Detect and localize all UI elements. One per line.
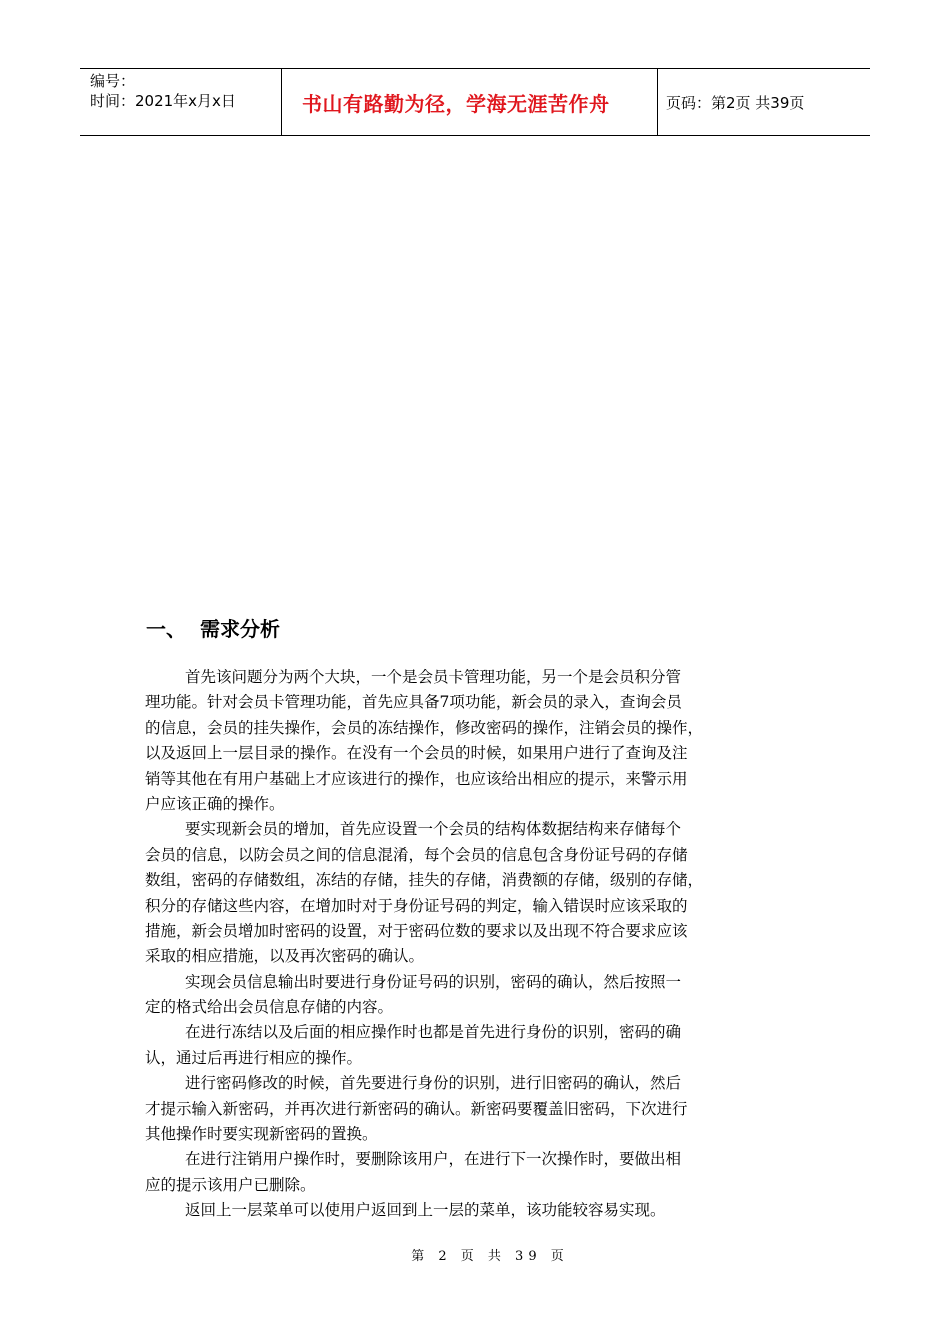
section-title: 需求分析 [200, 617, 280, 641]
text-line: 的信息，会员的挂失操作，会员的冻结操作，修改密码的操作，注销会员的操作， [145, 718, 704, 737]
text-line: 定的格式给出会员信息存储的内容。 [145, 998, 394, 1017]
body-paragraphs [145, 665, 745, 1224]
header-meta-cell [80, 69, 282, 135]
text-line: 在进行冻结以及后面的相应操作时也都是首先进行身份的识别，密码的确 [185, 1023, 682, 1042]
page-info: 页码：第2页 共39页 [666, 93, 805, 112]
text-line: 要实现新会员的增加，首先应设置一个会员的结构体数据结构来存储每个 [185, 820, 682, 839]
text-line: 户应该正确的操作。 [145, 794, 285, 813]
header-motto-cell [282, 69, 658, 135]
text-line: 以及返回上一层目录的操作。在没有一个会员的时候，如果用户进行了查询及注 [145, 744, 688, 763]
text-line: 才提示输入新密码，并再次进行新密码的确认。新密码要覆盖旧密码，下次进行 [145, 1099, 688, 1118]
text-line: 在进行注销用户操作时，要删除该用户，在进行下一次操作时，要做出相 [185, 1150, 682, 1169]
text-line: 积分的存储这些内容，在增加时对于身份证号码的判定，输入错误时应该采取的 [145, 896, 688, 915]
page-footer: 第 2 页 共 39 页 [411, 1249, 569, 1264]
text-line: 措施，新会员增加时密码的设置，对于密码位数的要求以及出现不符合要求应该 [145, 921, 688, 940]
text-line: 首先该问题分为两个大块，一个是会员卡管理功能，另一个是会员积分管 [185, 668, 682, 686]
section-heading [146, 614, 280, 644]
text-line: 其他操作时要实现新密码的置换。 [145, 1125, 378, 1144]
text-line: 理功能。针对会员卡管理功能，首先应具备7项功能，新会员的录入，查询会员 [145, 693, 682, 712]
text-line: 会员的信息，以防会员之间的信息混淆，每个会员的信息包含身份证号码的存储 [145, 845, 688, 864]
text-line: 认，通过后再进行相应的操作。 [145, 1048, 363, 1067]
text-line: 进行密码修改的时候，首先要进行身份的识别，进行旧密码的确认，然后 [185, 1074, 682, 1093]
number-label: 编号： [90, 72, 136, 90]
motto-text: 书山有路勤为径，学海无涯苦作舟 [302, 91, 610, 116]
header-page-cell [658, 69, 870, 135]
text-line: 销等其他在有用户基础上才应该进行的操作，也应该给出相应的提示，来警示用 [145, 769, 688, 788]
document-header [80, 68, 870, 136]
text-line: 应的提示该用户已删除。 [145, 1175, 316, 1194]
text-line: 采取的相应措施，以及再次密码的确认。 [145, 947, 425, 966]
section-number: 一、 [146, 617, 186, 641]
text-line: 数组，密码的存储数组，冻结的存储，挂失的存储，消费额的存储，级别的存储， [145, 871, 704, 890]
time-label: 时间：2021年x月x日 [90, 92, 236, 110]
text-line: 返回上一层菜单可以使用户返回到上一层的菜单，该功能较容易实现。 [185, 1201, 666, 1220]
text-line: 实现会员信息输出时要进行身份证号码的识别，密码的确认，然后按照一 [185, 972, 682, 991]
